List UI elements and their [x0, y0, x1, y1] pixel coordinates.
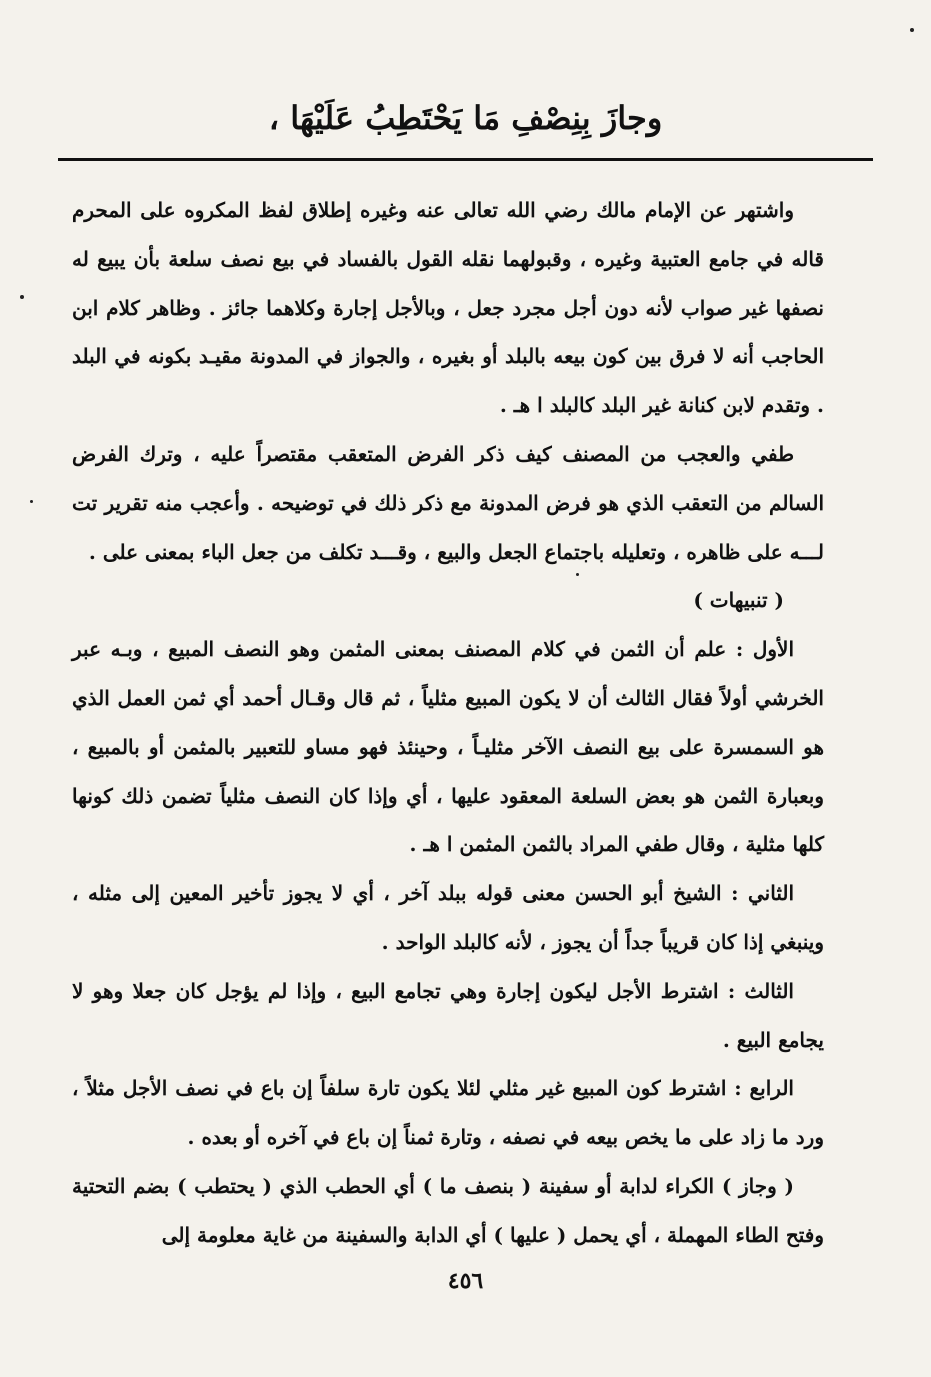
- running-header-title: وجازَ بِنِصْفِ مَا يَحْتَطِبُ عَلَيْهَا ،: [268, 99, 663, 137]
- scan-speck: [20, 295, 24, 299]
- paragraph-first-note: الأول : علم أن الثمن في كلام المصنف بمعنى المثمن وهو النصف المبيع ، وبـه عبر الخرشي أولاً فقال الثالث أن لا يكون المبيع مثلياً ، ثم قال وقـال أحمد أي ثمن العمل الذي هو السمسرة على بيع النصف الآخر مثليـاً ، وحينئذ فهو مساو للتعبير بالمثمن أو بالمبيع ، وبعبارة الثمن هو بعض السلعة المعقود عليها ، أي وإذا كان النصف مثلياً تضمن ذلك كونها كلها مثلية ، وقال طفي المراد بالثمن المثمن ا هـ .: [72, 637, 824, 857]
- paragraph-matn-commentary: ( وجاز ) الكراء لدابة أو سفينة ( بنصف ما ) أي الحطب الذي ( يحتطب ) بضم التحتية وفتح الطاء المهملة ، أي يحمل ( عليها ) أي الدابة والسفينة من غاية معلومة إلى: [72, 1173, 824, 1247]
- paragraph-2: طفي والعجب من المصنف كيف ذكر الفرض المتعقب مقتصراً عليه ، وترك الفرض السالم من التعقب الذي هو فرض المدونة مع ذكر ذلك في توضيحه . وأعجب منه تقرير تت لـــه على ظاهره ، وتعليله باجتماع الجعل والبيع ، وقـــد تكلف من جعل الباء بمعنى على .: [72, 441, 824, 564]
- section-heading-tanbihat: ( تنبيهات ): [693, 588, 784, 613]
- scan-speck: [30, 500, 33, 503]
- scan-speck: [576, 573, 579, 576]
- paragraph-third-note: الثالث : اشترط الأجل ليكون إجارة وهي تجامع البيع ، وإذا لم يؤجل كان جعلا وهو لا يجامع البيع .: [72, 978, 824, 1052]
- paragraph-1: واشتهر عن الإمام مالك رضي الله تعالى عنه وغيره إطلاق لفظ المكروه على المحرم قاله في جامع العتبية وغيره ، وقبولهما نقله القول بالفساد في بيع نصف سلعة بأن يبيع له نصفها غير صواب لأنه دون أجل مجرد جعل ، وبالأجل إجارة وكلاهما جائز . وظاهر كلام ابن الحاجب أنه لا فرق بين كون بيعه بالبلد أو بغيره ، والجواز في المدونة مقيـد بكونه في البلد . وتقدم لابن كنانة غير البلد كالبلد ا هـ .: [72, 198, 824, 418]
- page-number: ٤٥٦: [447, 1268, 484, 1294]
- scan-speck: [910, 28, 914, 32]
- header-rule: [58, 158, 873, 161]
- paragraph-fourth-note: الرابع : اشترط كون المبيع غير مثلي لئلا يكون تارة سلفاً إن باع في نصف الأجل مثلاً ، ورد ما زاد على ما يخص بيعه في نصفه ، وتارة ثمناً إن باع في آخره أو بعده .: [72, 1076, 824, 1150]
- paragraph-second-note: الثاني : الشيخ أبو الحسن معنى قوله ببلد آخر ، أي لا يجوز تأخير المعين إلى مثله ، وينبغي إذا كان قريباً جداً أن يجوز ، لأنه كالبلد الواحد .: [72, 881, 824, 954]
- main-text: [72, 186, 824, 1260]
